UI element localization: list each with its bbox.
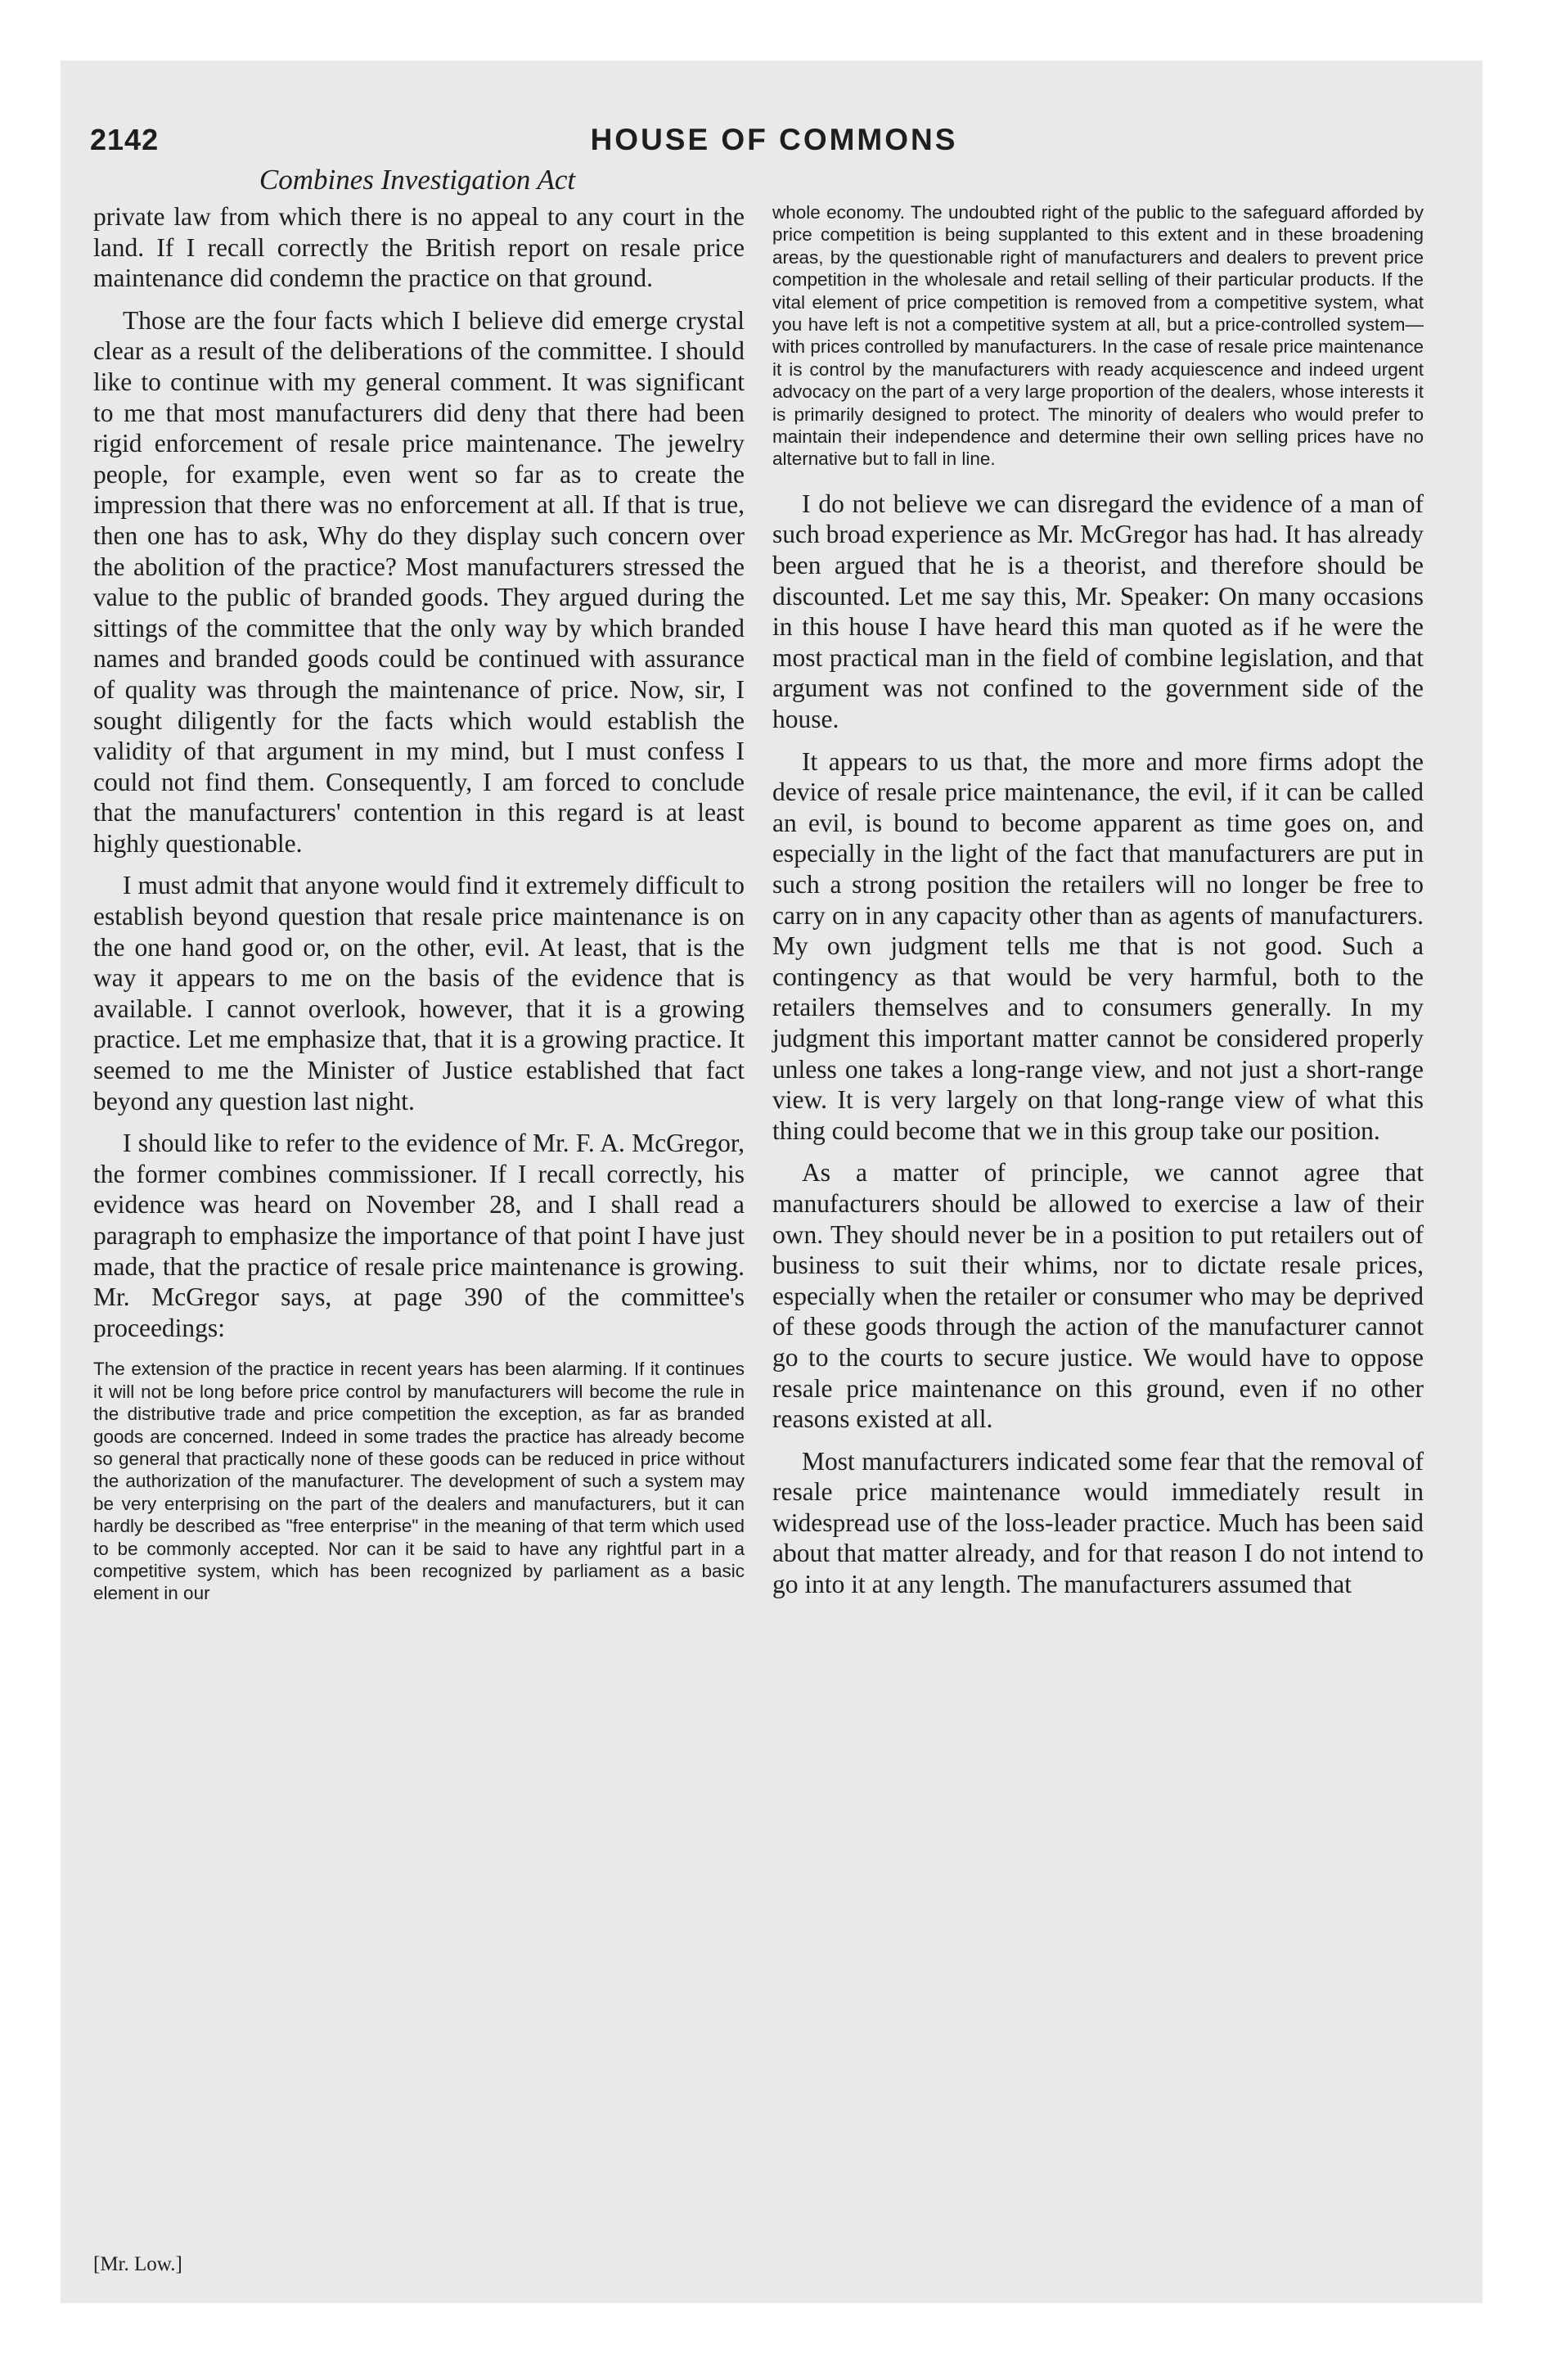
block-quote-continued: whole economy. The undoubted right of the public to the safeguard afforded by price competition is being supplanted to this extent and in these broadening areas, by the questionable right of manufacturers and dealers to prevent price competition in the wholesale and retail selling of their particular products. If the vital element of price competition is removed from a competitive system, what you have left is not a competitive system at all, but a price-controlled system—with prices controlled by manufacturers. In the case of resale price maintenance it is control by the manufacturers with ready acquiescence and indeed urgent advocacy on the part of a very large proportion of the dealers, whose interests it is primarily designed to protect. The minority of dealers who would prefer to maintain their independence and determine their own selling prices have no alternative but to fall in line. (772, 202, 1424, 470)
block-quote: The extension of the practice in recent years has been alarming. If it continues it will not be long before price control by manufacturers will become the rule in the distributive trade and price competition the exception, as far as branded goods are concerned. Indeed in some trades the practice has already become so general that practically none of these goods can be reduced in price without the authorization of the manufacturer. The development of such a system may be very enterprising on the part of the dealers and manufacturers, but it can hardly be described as "free enterprise" in the meaning of that term which used to be commonly accepted. Nor can it be said to have any rightful part in a competitive system, which has been recognized by parliament as a basic element in our (93, 1359, 745, 1604)
paragraph: It appears to us that, the more and more firms adopt the device of resale price maintenance, the evil, if it can be called an evil, is bound to become apparent as time goes on, and especially in the light of the fact that manufacturers are put in such a strong position the retailers will no longer be free to carry on in any capacity other than as agents of manufacturers. My own judgment tells me that is not good. Such a contingency as that would be very harmful, both to the retailers themselves and to consumers generally. In my judgment this important matter cannot be considered properly unless one takes a long-range view, and not just a short-range view. It is very largely on that long-range view of what this thing could become that we in this group take our position. (772, 746, 1424, 1145)
running-head: HOUSE OF COMMONS (590, 123, 958, 156)
paragraph: I should like to refer to the evidence of Mr. F. A. McGregor, the former combines commissioner. If I recall correctly, his evidence was heard on November 28, and I shall read a paragraph to emphasize the importance of that point I have just made, that the practice of resale price maintenance is growing. Mr. McGregor says, at page 390 of the committee's proceedings: (93, 1129, 745, 1342)
paragraph: I must admit that anyone would find it extremely difficult to establish beyond question that resale price maintenance is on the one hand good or, on the other, evil. At least, that is the way it appears to me on the basis of the evidence that is available. I cannot overlook, however, that it is a growing practice. Let me emphasize that, that it is a growing practice. It seemed to me the Minister of Justice established that fact beyond any question last night. (93, 871, 745, 1116)
right-column (772, 201, 1424, 1611)
paragraph: Most manufacturers indicated some fear that the removal of resale price maintenance would immediately result in widespread use of the loss-leader practice. Much has been said about that matter already, and for that reason I do not intend to go into it at any length. The manufacturers assumed that (772, 1446, 1424, 1599)
paragraph: private law from which there is no appeal to any court in the land. If I recall correctly the British report on resale price maintenance did condemn the practice on that ground. (93, 202, 745, 293)
paragraph: As a matter of principle, we cannot agree that manufacturers should be allowed to exercise a law of their own. They should never be in a position to put retailers out of business to suit their whims, nor to dictate resale prices, especially when the retailer or consumer who may be deprived of these goods through the action of the manufacturer cannot go to the courts to secure justice. We would have to oppose resale price maintenance on this ground, even if no other reasons existed at all. (772, 1158, 1424, 1434)
speaker-attribution: [Mr. Low.] (93, 2253, 182, 2275)
paragraph: Those are the four facts which I believe did emerge crystal clear as a result of the deliberations of the committee. I should like to continue with my general comment. It was significant to me that most manufacturers did deny that there had been rigid enforcement of resale price maintenance. The jewelry people, for example, even went so far as to create the impression that there was no enforcement at all. If that is true, then one has to ask, Why do they display such concern over the abolition of the practice? Most manufacturers stressed the value to the public of branded goods. They argued during the sittings of the committee that the only way by which branded names and branded goods could be continued with assurance of quality was through the maintenance of price. Now, sir, I sought diligently for the facts which would establish the validity of that argument in my mind, but I must confess I could not find them. Consequently, I am forced to conclude that the manufacturers' contention in this regard is at least highly questionable. (93, 305, 745, 858)
paragraph: I do not believe we can disregard the evidence of a man of such broad experience as Mr. McGregor has had. It has already been argued that he is a theorist, and therefore should be discounted. Let me say this, Mr. Speaker: On many occasions in this house I have heard this man quoted as if he were the most practical man in the field of combine legislation, and that argument was not confined to the government side of the house. (772, 489, 1424, 734)
left-column (93, 201, 745, 1623)
page-number: 2142 (90, 123, 160, 156)
section-subhead: Combines Investigation Act (259, 164, 576, 196)
